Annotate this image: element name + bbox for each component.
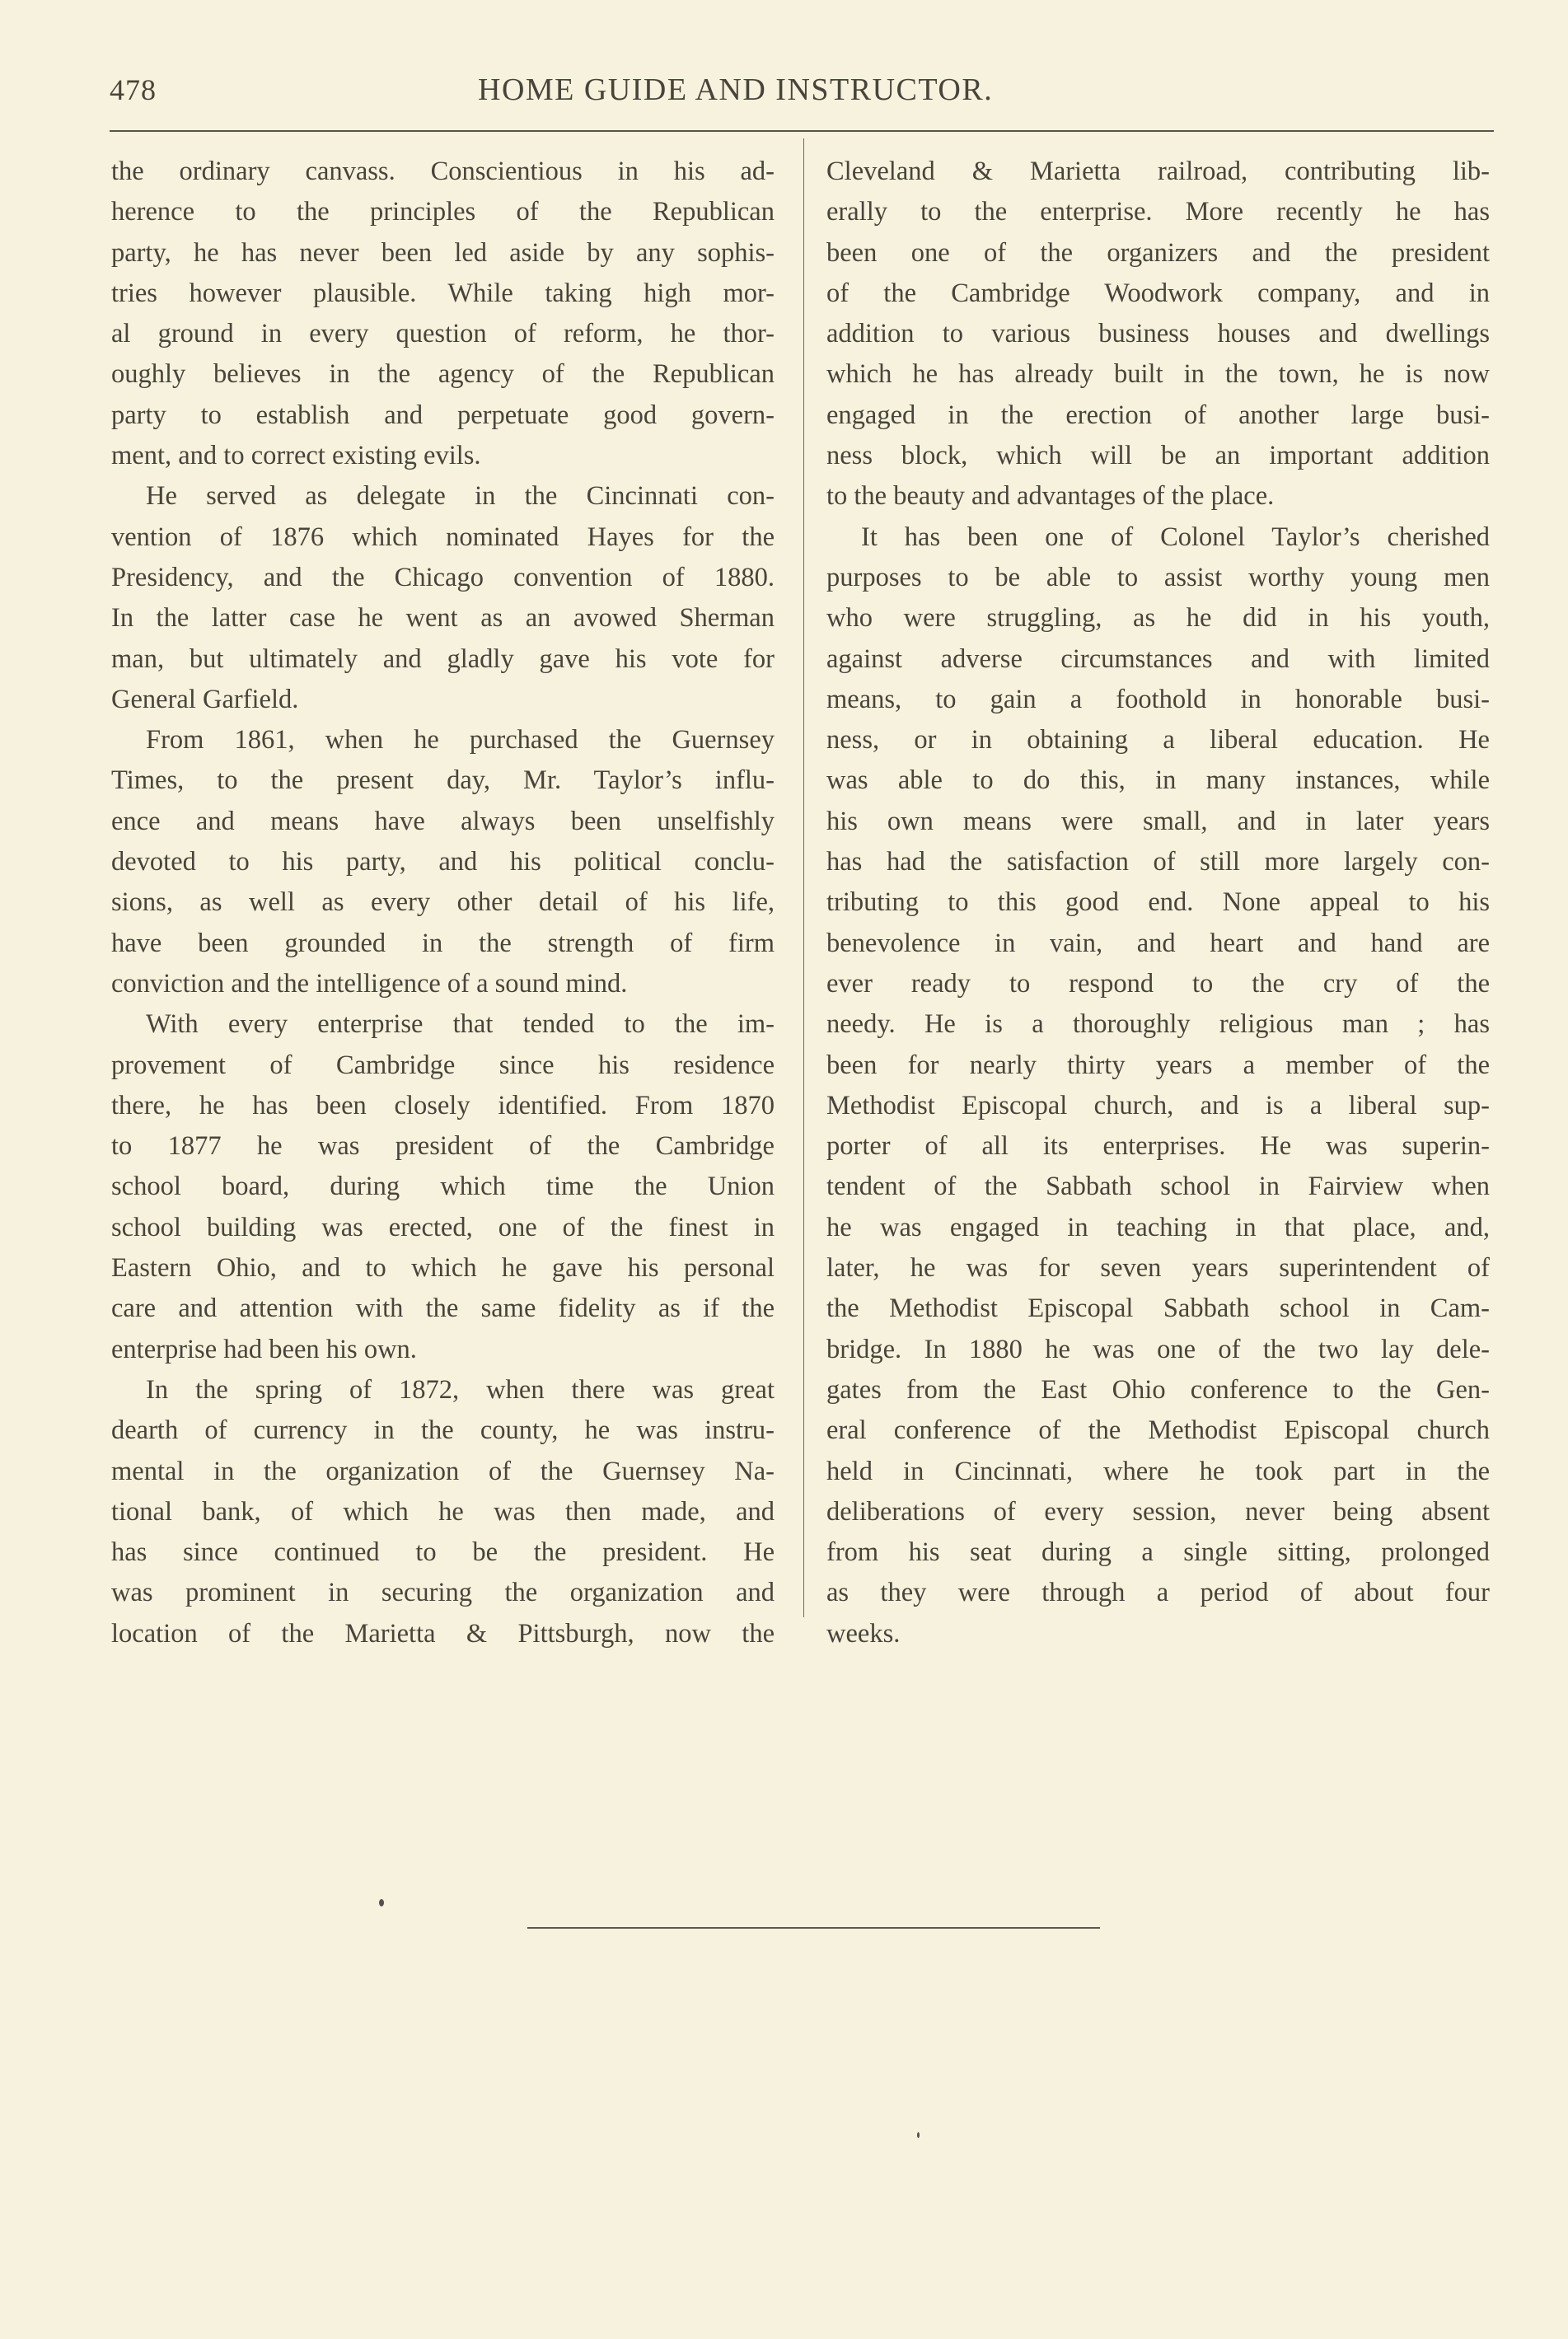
text-line: Methodist Episcopal church, and is a liberal sup- — [826, 1090, 1490, 1120]
text-line: conviction and the intelligence of a sound mind. — [111, 968, 628, 999]
text-line: mental in the organization of the Guernsey Na- — [111, 1456, 775, 1486]
text-line: It has been one of Colonel Taylor’s cherished — [861, 522, 1490, 552]
text-line: From 1861, when he purchased the Guernsey — [146, 725, 775, 755]
text-line: he was engaged in teaching in that place, and, — [826, 1212, 1490, 1242]
paragraph — [111, 1370, 775, 1654]
text-line: needy. He is a thoroughly religious man ; has — [826, 1009, 1490, 1040]
text-line: benevolence in vain, and heart and hand are — [826, 928, 1490, 958]
paragraph — [826, 152, 1490, 517]
text-line: ment, and to correct existing evils. — [111, 441, 481, 471]
text-line: In the spring of 1872, when there was great — [146, 1374, 775, 1405]
paragraph — [111, 476, 775, 720]
text-line: Cleveland & Marietta railroad, contributing lib- — [826, 157, 1490, 186]
text-line: from his seat during a single sitting, prolonged — [826, 1537, 1490, 1568]
text-line: tendent of the Sabbath school in Fairview when — [826, 1172, 1490, 1202]
text-line: later, he was for seven years superintendent of — [826, 1253, 1490, 1284]
text-line: porter of all its enterprises. He was superin- — [826, 1131, 1490, 1162]
paragraph — [826, 517, 1490, 1654]
running-head-title: HOME GUIDE AND INSTRUCTOR. — [478, 73, 994, 107]
text-line: engaged in the erection of another large busi- — [826, 400, 1490, 430]
text-line: ness, or in obtaining a liberal education. He — [826, 725, 1490, 755]
text-line: In the latter case he went as an avowed Sherman — [111, 603, 775, 634]
paragraph — [111, 152, 775, 476]
text-line: Eastern Ohio, and to which he gave his personal — [111, 1253, 775, 1284]
text-line: dearth of currency in the county, he was instru- — [111, 1415, 775, 1446]
text-line: ness block, which will be an important addition — [826, 441, 1490, 471]
text-line: man, but ultimately and gladly gave his vote for — [111, 643, 775, 674]
ink-speck — [917, 2132, 920, 2138]
text-line: tributing to this good end. None appeal to his — [826, 887, 1490, 918]
text-line: his own means were small, and in later years — [826, 806, 1490, 836]
text-line: was prominent in securing the organization and — [111, 1578, 775, 1608]
text-column-right — [826, 152, 1490, 1654]
text-line: party to establish and perpetuate good govern- — [111, 400, 775, 430]
text-line: tional bank, of which he was then made, and — [111, 1496, 775, 1527]
text-line: Presidency, and the Chicago convention of 1880. — [111, 562, 775, 592]
text-line: location of the Marietta & Pittsburgh, now the — [111, 1618, 775, 1649]
text-line: al ground in every question of reform, he thor- — [111, 319, 775, 349]
text-column-left — [111, 152, 775, 1654]
page-number: 478 — [110, 73, 157, 106]
text-line: oughly believes in the agency of the Republican — [111, 359, 775, 390]
text-line: eral conference of the Methodist Episcopal church — [826, 1415, 1490, 1446]
text-line: has had the satisfaction of still more largely con- — [826, 847, 1490, 877]
text-line: gates from the East Ohio conference to the Gen- — [826, 1374, 1490, 1405]
text-line: ever ready to respond to the cry of the — [826, 968, 1490, 999]
text-line: to the beauty and advantages of the place. — [826, 481, 1275, 512]
text-line: bridge. In 1880 he was one of the two lay dele- — [826, 1334, 1490, 1364]
text-line: school building was erected, one of the finest in — [111, 1212, 775, 1242]
text-line: herence to the principles of the Republican — [111, 197, 775, 227]
text-line: who were struggling, as he did in his youth, — [826, 603, 1490, 634]
text-line: addition to various business houses and dwellings — [826, 319, 1490, 349]
text-line: there, he has been closely identified. From 1870 — [111, 1090, 775, 1120]
text-line: tries however plausible. While taking high mor- — [111, 278, 775, 308]
footer-rule — [527, 1927, 1100, 1929]
text-line: care and attention with the same fidelity as if the — [111, 1293, 775, 1324]
paragraph — [111, 1004, 775, 1370]
text-line: of the Cambridge Woodwork company, and in — [826, 278, 1490, 308]
text-line: the Methodist Episcopal Sabbath school in Cam- — [826, 1293, 1490, 1324]
text-line: held in Cincinnati, where he took part in the — [826, 1456, 1490, 1486]
text-line: devoted to his party, and his political conclu- — [111, 847, 775, 877]
text-line: party, he has never been led aside by any sophis- — [111, 237, 775, 268]
text-line: been one of the organizers and the president — [826, 237, 1490, 268]
text-line: enterprise had been his own. — [111, 1334, 417, 1364]
text-line: vention of 1876 which nominated Hayes for the — [111, 522, 775, 552]
text-line: sions, as well as every other detail of his life, — [111, 887, 775, 918]
text-line: weeks. — [826, 1618, 901, 1649]
text-line: provement of Cambridge since his residence — [111, 1050, 775, 1080]
text-line: was able to do this, in many instances, while — [826, 765, 1490, 796]
text-line: With every enterprise that tended to the im- — [146, 1009, 775, 1040]
paragraph — [111, 720, 775, 1004]
text-line: purposes to be able to assist worthy young men — [826, 562, 1490, 592]
text-line: as they were through a period of about four — [826, 1578, 1490, 1608]
ink-speck — [379, 1899, 384, 1906]
text-line: have been grounded in the strength of firm — [111, 928, 775, 958]
text-line: Times, to the present day, Mr. Taylor’s influ- — [111, 765, 775, 796]
column-divider — [803, 138, 804, 1617]
text-line: the ordinary canvass. Conscientious in his ad- — [111, 157, 775, 186]
text-line: been for nearly thirty years a member of the — [826, 1050, 1490, 1080]
text-line: school board, during which time the Union — [111, 1172, 775, 1202]
text-line: against adverse circumstances and with limited — [826, 643, 1490, 674]
text-line: to 1877 he was president of the Cambridge — [111, 1131, 775, 1162]
text-line: means, to gain a foothold in honorable busi- — [826, 684, 1490, 714]
text-line: General Garfield. — [111, 684, 299, 714]
text-line: erally to the enterprise. More recently he has — [826, 197, 1490, 227]
text-line: He served as delegate in the Cincinnati con- — [146, 481, 775, 512]
text-line: ence and means have always been unselfishly — [111, 806, 775, 836]
text-line: which he has already built in the town, he is now — [826, 359, 1490, 390]
text-line: has since continued to be the president. He — [111, 1537, 775, 1568]
header-rule — [110, 130, 1494, 132]
text-line: deliberations of every session, never being absent — [826, 1496, 1490, 1527]
